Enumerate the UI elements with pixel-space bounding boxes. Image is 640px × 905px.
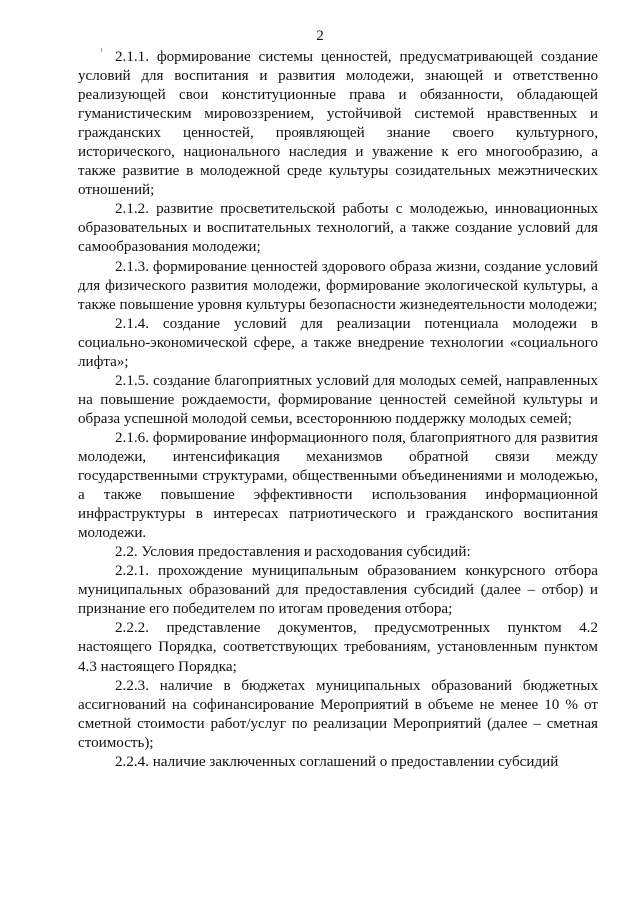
- paragraph-2-2-4: 2.2.4. наличие заключенных соглашений о предоставлении субсидий: [115, 753, 559, 770]
- page-number: 2: [316, 28, 324, 44]
- paragraph-2-1-2: 2.1.2. развитие просветительской работы с молодежью, инновационных образовательных и воспитательных технологий, а также создание условий для самообразования молодежи;: [78, 201, 598, 256]
- paragraph-2-2-1: 2.2.1. прохождение муниципальным образованием конкурсного отбора муниципальных образований для предоставления субсидий (далее – отбор) и признание его победителем по итогам проведения отбора;: [78, 563, 598, 618]
- paragraph-2-1-1: 2.1.1. формирование системы ценностей, предусматривающей создание условий для воспитания и развития молодежи, знающей и ответственно реализующей свои конституционные права и обязанности, обладающей гуманистическим мировоззрением, устойчивой системой нравственных и гражданских ценностей, проявляющей знание своего культурного, исторического, национального наследия и уважение к его многообразию, а также развитие в молодежной среде культуры созидательных межэтнических отношений;: [78, 49, 598, 199]
- paragraph-2-2-2: 2.2.2. представление документов, предусмотренных пунктом 4.2 настоящего Порядка, соответствующих требованиям, установленным пунктом 4.3 настоящего Порядка;: [78, 620, 598, 675]
- paragraph-2-1-4: 2.1.4. создание условий для реализации потенциала молодежи в социально-экономической сфере, а также внедрение технологии «социального лифта»;: [78, 315, 598, 370]
- paragraph-2-1-6: 2.1.6. формирование информационного поля, благоприятного для развития молодежи, интенсификация механизмов обратной связи между государственными структурами, общественными объединениями и молодежью, а также повышение эффективности использования информационной инфраструктуры в интересах патриотического и гражданского воспитания молодежи.: [78, 429, 598, 542]
- paragraph-2-2-3: 2.2.3. наличие в бюджетах муниципальных образований бюджетных ассигнований на софинансирование Мероприятий в объеме не менее 10 % от сметной стоимости работ/услуг по реализации Мероприятий (далее – сметная стоимость);: [78, 677, 598, 751]
- paragraph-2-1-5: 2.1.5. создание благоприятных условий для молодых семей, направленных на повышение рождаемости, формирование ценностей семейной культуры и образа успешной молодой семьи, всестороннюю поддержку молодых семей;: [78, 372, 598, 427]
- paragraph-2-2-heading: 2.2. Условия предоставления и расходования субсидий:: [115, 544, 471, 561]
- paragraph-2-1-3: 2.1.3. формирование ценностей здорового образа жизни, создание условий для физического развития молодежи, формирование экологической культуры, а также повышение уровня культуры безопасности жизнедеятельности молодежи;: [78, 258, 598, 313]
- document-body: [78, 48, 598, 772]
